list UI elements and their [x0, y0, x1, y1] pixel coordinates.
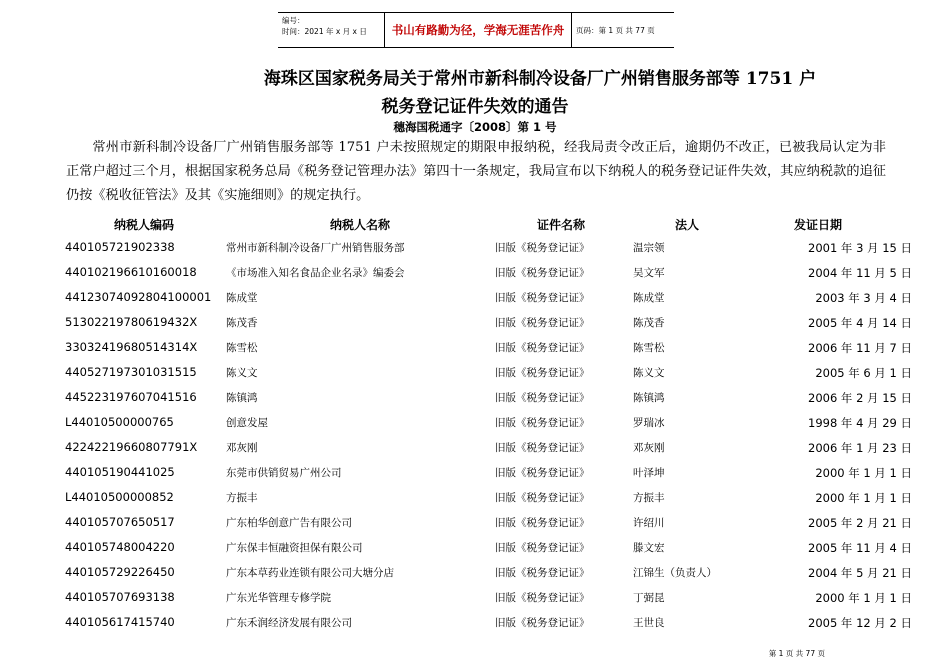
table-row — [0, 290, 950, 315]
taxpayer-code: L44010500000852 — [65, 490, 174, 504]
legal-representative: 滕文宏 — [633, 542, 665, 554]
table-row — [0, 315, 950, 340]
column-header-certificate: 证件名称 — [537, 218, 586, 232]
column-header-legal-rep: 法人 — [675, 218, 700, 232]
taxpayer-code: 440105617415740 — [65, 615, 175, 629]
certificate-name: 旧版《税务登记证》 — [495, 267, 590, 279]
certificate-name: 旧版《税务登记证》 — [495, 392, 590, 404]
taxpayer-name: 陈成堂 — [226, 292, 258, 304]
table-row — [0, 565, 950, 590]
legal-representative: 王世良 — [633, 617, 665, 629]
taxpayer-name: 广东本草药业连锁有限公司大塘分店 — [226, 567, 394, 579]
taxpayer-code: 445223197607041516 — [65, 390, 197, 404]
issue-date: 2006 年 1 月 23 日 — [808, 441, 912, 455]
table-row — [0, 590, 950, 615]
issue-date: 2000 年 1 月 1 日 — [815, 466, 912, 480]
legal-representative: 江锦生（负责人） — [633, 567, 717, 579]
column-header-name: 纳税人名称 — [330, 218, 391, 232]
table-row — [0, 240, 950, 265]
column-header-code: 纳税人编码 — [114, 218, 175, 232]
document-header — [278, 12, 674, 48]
issue-date: 2004 年 11 月 5 日 — [808, 266, 912, 280]
taxpayer-name: 陈雪松 — [226, 342, 258, 354]
legal-representative: 陈茂香 — [633, 317, 665, 329]
issue-date: 2005 年 6 月 1 日 — [815, 366, 912, 380]
issue-date: 2000 年 1 月 1 日 — [815, 591, 912, 605]
legal-representative: 方振丰 — [633, 492, 665, 504]
header-number: 编号： — [282, 16, 305, 25]
legal-representative: 陈成堂 — [633, 292, 665, 304]
legal-representative: 陈镇鸿 — [633, 392, 665, 404]
issue-date: 2005 年 12 月 2 日 — [808, 616, 912, 630]
table-row — [0, 615, 950, 640]
legal-representative: 叶泽坤 — [633, 467, 665, 479]
header-page-info: 页码：第 1 页 共 77 页 — [576, 25, 655, 35]
legal-representative: 陈义文 — [633, 367, 665, 379]
issue-date: 1998 年 4 月 29 日 — [808, 416, 912, 430]
taxpayer-name: 方振丰 — [226, 492, 258, 504]
taxpayer-code: 440105729226450 — [65, 565, 175, 579]
legal-representative: 丁弼昆 — [633, 592, 665, 604]
taxpayer-code: L44010500000765 — [65, 415, 174, 429]
taxpayer-code: 51302219780619432X — [65, 315, 198, 329]
issue-date: 2004 年 5 月 21 日 — [808, 566, 912, 580]
certificate-name: 旧版《税务登记证》 — [495, 317, 590, 329]
taxpayer-name: 陈义文 — [226, 367, 258, 379]
taxpayer-name: 东莞市供销贸易广州公司 — [226, 467, 342, 479]
issue-date: 2005 年 4 月 14 日 — [808, 316, 912, 330]
legal-representative: 温宗领 — [633, 242, 665, 254]
certificate-name: 旧版《税务登记证》 — [495, 617, 590, 629]
taxpayer-name: 《市场准入知名食品企业名录》编委会 — [226, 267, 405, 279]
legal-representative: 罗瑞冰 — [633, 417, 665, 429]
table-row — [0, 540, 950, 565]
legal-representative: 邓灰刚 — [633, 442, 665, 454]
taxpayer-code: 44123074092804100001 — [65, 290, 212, 304]
taxpayer-code: 440527197301031515 — [65, 365, 197, 379]
table-row — [0, 340, 950, 365]
issue-date: 2005 年 2 月 21 日 — [808, 516, 912, 530]
taxpayer-name: 广东光华管理专修学院 — [226, 592, 331, 604]
certificate-name: 旧版《税务登记证》 — [495, 542, 590, 554]
issue-date: 2006 年 2 月 15 日 — [808, 391, 912, 405]
issue-date: 2006 年 11 月 7 日 — [808, 341, 912, 355]
legal-representative: 陈雪松 — [633, 342, 665, 354]
legal-representative: 吴文军 — [633, 267, 665, 279]
taxpayer-name: 广东柏华创意广告有限公司 — [226, 517, 352, 529]
issue-date: 2003 年 3 月 4 日 — [815, 291, 912, 305]
certificate-name: 旧版《税务登记证》 — [495, 517, 590, 529]
certificate-name: 旧版《税务登记证》 — [495, 242, 590, 254]
header-time: 时间：2021 年 x 月 x 日 — [282, 27, 367, 36]
certificate-name: 旧版《税务登记证》 — [495, 442, 590, 454]
certificate-name: 旧版《税务登记证》 — [495, 292, 590, 304]
taxpayer-name: 陈茂香 — [226, 317, 258, 329]
issue-date: 2000 年 1 月 1 日 — [815, 491, 912, 505]
taxpayer-name: 广东禾润经济发展有限公司 — [226, 617, 352, 629]
certificate-name: 旧版《税务登记证》 — [495, 467, 590, 479]
notice-body-paragraph: 常州市新科制冷设备厂广州销售服务部等 1751 户未按照规定的期限申报纳税，经我局责令改正后，逾期仍不改正，已被我局认定为非正常户超过三个月，根据国家税务总局《税务登记管理办法》第四十一条规定，我局宣布以下纳税人的税务登记证件失效，其应纳税款的追征仍按《税收征管法》及其《实施细则》的规定执行。 — [66, 140, 886, 203]
notice-document-number: 穗海国税通字〔2008〕第 1 号 — [393, 120, 557, 134]
taxpayer-code: 440105748004220 — [65, 540, 175, 554]
legal-representative: 许绍川 — [633, 517, 665, 529]
table-row — [0, 465, 950, 490]
issue-date: 2001 年 3 月 15 日 — [808, 241, 912, 255]
table-row — [0, 390, 950, 415]
table-row — [0, 415, 950, 440]
certificate-name: 旧版《税务登记证》 — [495, 342, 590, 354]
page-footer: 第 1 页 共 77 页 — [768, 649, 825, 658]
table-row — [0, 365, 950, 390]
taxpayer-code: 42242219660807791X — [65, 440, 198, 454]
taxpayer-code: 440105707650517 — [65, 515, 175, 529]
certificate-name: 旧版《税务登记证》 — [495, 367, 590, 379]
certificate-name: 旧版《税务登记证》 — [495, 592, 590, 604]
column-header-issue-date: 发证日期 — [794, 218, 843, 232]
taxpayer-code: 440105190441025 — [65, 465, 175, 479]
table-row — [0, 490, 950, 515]
taxpayer-code: 440102196610160018 — [65, 265, 197, 279]
taxpayer-code: 440105721902338 — [65, 240, 175, 254]
taxpayer-code: 440105707693138 — [65, 590, 175, 604]
notice-title-line2: 税务登记证件失效的通告 — [381, 97, 569, 117]
table-row — [0, 515, 950, 540]
taxpayer-name: 邓灰刚 — [226, 442, 258, 454]
certificate-name: 旧版《税务登记证》 — [495, 567, 590, 579]
table-row — [0, 265, 950, 290]
taxpayer-name: 广东保丰恒融资担保有限公司 — [226, 542, 363, 554]
header-meta — [278, 13, 384, 47]
certificate-name: 旧版《税务登记证》 — [495, 417, 590, 429]
issue-date: 2005 年 11 月 4 日 — [808, 541, 912, 555]
taxpayer-name: 创意发屋 — [226, 417, 268, 429]
certificate-name: 旧版《税务登记证》 — [495, 492, 590, 504]
table-row — [0, 440, 950, 465]
taxpayer-name: 陈镇鸿 — [226, 392, 258, 404]
taxpayer-name: 常州市新科制冷设备厂广州销售服务部 — [226, 242, 405, 254]
header-motto: 书山有路勤为径，学海无涯苦作舟 — [384, 13, 572, 47]
notice-title-line1: 海珠区国家税务局关于常州市新科制冷设备厂广州销售服务部等 1751 户 — [263, 69, 817, 89]
taxpayer-code: 33032419680514314X — [65, 340, 198, 354]
